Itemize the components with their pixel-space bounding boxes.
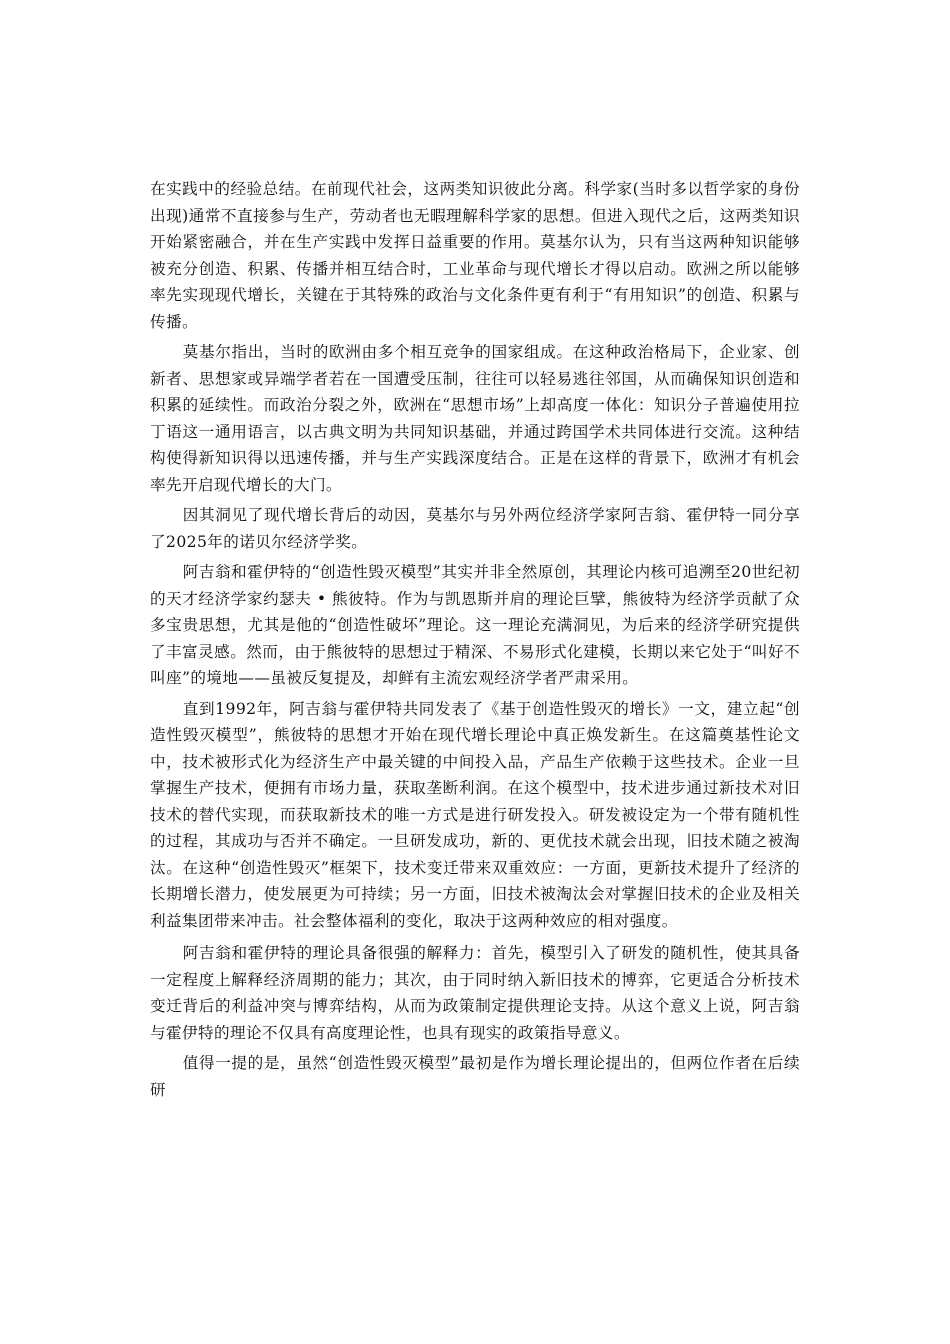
paragraph-1992-model: 直到1992年，阿吉翁与霍伊特共同发表了《基于创造性毁灭的增长》一文，建立起“创造性毁灭模型”，熊彼特的思想才开始在现代增长理论中真正焕发新生。在这篇奠基性论文中，技术被形式化为经济生产中最关键的中间投入品，产品生产依赖于这些技术。企业一旦掌握生产技术，便拥有市场力量，获取垄断利润。在这个模型中，技术进步通过新技术对旧技术的替代实现，而获取新技术的唯一方式是进行研发投入。研发被设定为一个带有随机性的过程，其成功与否并不确定。一旦研发成功，新的、更优技术就会出现，旧技术随之被淘汰。在这种“创造性毁灭”框架下，技术变迁带来双重效应：一方面，更新技术提升了经济的长期增长潜力，使发展更为可持续；另一方面，旧技术被淘汰会对掌握旧技术的企业及相关利益集团带来冲击。社会整体福利的变化，取决于这两种效应的相对强度。 [150,699,800,930]
paragraph-worth-mentioning: 值得一提的是，虽然“创造性毁灭模型”最初是作为增长理论提出的，但两位作者在后续研 [150,1054,800,1099]
paragraph-nobel-prize: 因其洞见了现代增长背后的动因，莫基尔与另外两位经济学家阿吉翁、霍伊特一同分享了2025年的诺贝尔经济学奖。 [150,506,800,551]
paragraph-knowledge-fusion: 在实践中的经验总结。在前现代社会，这两类知识彼此分离。科学家(当时多以哲学家的身份出现)通常不直接参与生产，劳动者也无暇理解科学家的思想。但进入现代之后，这两类知识开始紧密融合，并在生产实践中发挥日益重要的作用。莫基尔认为，只有当这两种知识能够被充分创造、积累、传播并相互结合时，工业革命与现代增长才得以启动。欧洲之所以能够率先实现现代增长，关键在于其特殊的政治与文化条件更有利于“有用知识”的创造、积累与传播。 [150,180,800,331]
paragraph-explanatory-power: 阿吉翁和霍伊特的理论具备很强的解释力：首先，模型引入了研发的随机性，使其具备一定程度上解释经济周期的能力；其次，由于同时纳入新旧技术的博弈，它更适合分析技术变迁背后的利益冲突与博弈结构，从而为政策制定提供理论支持。从这个意义上说，阿吉翁与霍伊特的理论不仅具有高度理论性，也具有现实的政策指导意义。 [150,944,800,1042]
paragraph-schumpeter-origin: 阿吉翁和霍伊特的“创造性毁灭模型”其实并非全然原创，其理论内核可追溯至20世纪初的天才经济学家约瑟夫 • 熊彼特。作为与凯恩斯并肩的理论巨擘，熊彼特为经济学贡献了众多宝贵思想，尤其是他的“创造性破坏”理论。这一理论充满洞见，为后来的经济学研究提供了丰富灵感。然而，由于熊彼特的思想过于精深、不易形式化建模，长期以来它处于“叫好不叫座”的境地——虽被反复提及，却鲜有主流宏观经济学者严肃采用。 [150,563,800,687]
paragraph-european-competition: 莫基尔指出，当时的欧洲由多个相互竞争的国家组成。在这种政治格局下，企业家、创新者、思想家或异端学者若在一国遭受压制，往往可以轻易逃往邻国，从而确保知识创造和积累的延续性。而政治分裂之外，欧洲在“思想市场”上却高度一体化：知识分子普遍使用拉丁语这一通用语言，以古典文明为共同知识基础，并通过跨国学术共同体进行交流。这种结构使得新知识得以迅速传播，并与生产实践深度结合。正是在这样的背景下，欧洲才有机会率先开启现代增长的大门。 [150,343,800,494]
article-body [150,176,800,1107]
